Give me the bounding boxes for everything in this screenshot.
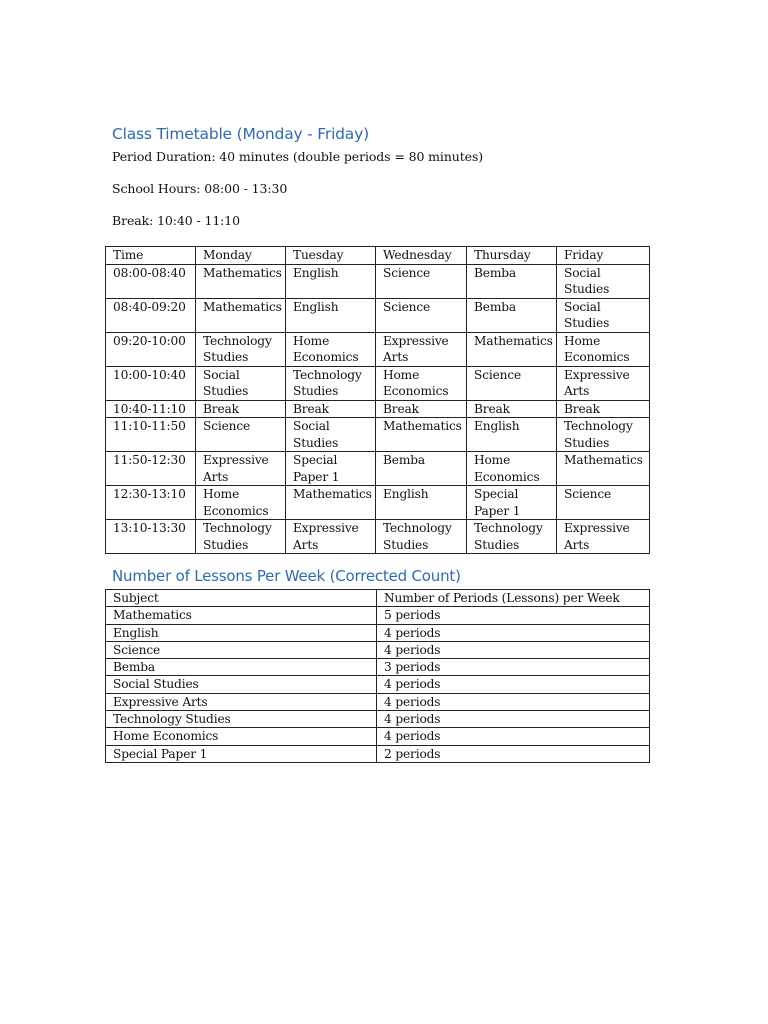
lessons-cell-label: Expressive Arts <box>106 693 377 710</box>
timetable-cell: Science <box>376 264 467 298</box>
column-header: Subject <box>106 590 377 607</box>
timetable-cell: Home Economics <box>376 366 467 400</box>
timetable-cell: Bemba <box>467 298 557 332</box>
lessons-cell: 3 periods <box>377 659 650 676</box>
timetable-cell: Expressive Arts <box>286 520 376 554</box>
timetable-cell: Mathematics <box>286 486 376 520</box>
timetable-cell: Science <box>467 366 557 400</box>
timetable-cell-label: 08:40-09:20 <box>106 298 196 332</box>
timetable-cell-label: 10:40-11:10 <box>106 400 196 418</box>
lessons-row <box>106 641 650 658</box>
timetable-cell: Special Paper 1 <box>467 486 557 520</box>
column-header: Number of Periods (Lessons) per Week <box>377 590 650 607</box>
timetable-cell-label: 11:10-11:50 <box>106 418 196 452</box>
column-header: Friday <box>557 247 650 265</box>
timetable-row <box>106 400 650 418</box>
timetable-cell: Home Economics <box>196 486 286 520</box>
timetable-heading: Class Timetable (Monday - Friday) <box>112 125 369 143</box>
timetable-cell: Science <box>557 486 650 520</box>
timetable-cell-label: 11:50-12:30 <box>106 452 196 486</box>
table-header-row <box>106 590 650 607</box>
lessons-cell-label: Bemba <box>106 659 377 676</box>
timetable-cell: Social Studies <box>557 264 650 298</box>
timetable-cell: Technology Studies <box>376 520 467 554</box>
lessons-table <box>105 589 650 763</box>
timetable-row <box>106 520 650 554</box>
lessons-cell: 4 periods <box>377 676 650 693</box>
timetable-cell: Technology Studies <box>557 418 650 452</box>
lessons-cell-label: Home Economics <box>106 728 377 745</box>
lessons-row <box>106 676 650 693</box>
lessons-cell: 4 periods <box>377 693 650 710</box>
timetable-cell-label: 08:00-08:40 <box>106 264 196 298</box>
timetable-cell: English <box>376 486 467 520</box>
column-header: Time <box>106 247 196 265</box>
timetable-cell: Special Paper 1 <box>286 452 376 486</box>
lessons-cell-label: Special Paper 1 <box>106 745 377 762</box>
lessons-row <box>106 624 650 641</box>
timetable-cell: English <box>467 418 557 452</box>
timetable-cell: Mathematics <box>376 418 467 452</box>
column-header: Thursday <box>467 247 557 265</box>
timetable-cell: Home Economics <box>467 452 557 486</box>
timetable-cell: Expressive Arts <box>557 366 650 400</box>
timetable-cell: Mathematics <box>467 332 557 366</box>
column-header: Wednesday <box>376 247 467 265</box>
lessons-cell: 4 periods <box>377 641 650 658</box>
table-header-row <box>106 247 650 265</box>
timetable-cell: Science <box>196 418 286 452</box>
timetable-cell: Technology Studies <box>196 520 286 554</box>
timetable-cell: Social Studies <box>196 366 286 400</box>
timetable-cell-label: 10:00-10:40 <box>106 366 196 400</box>
timetable-cell: Mathematics <box>196 298 286 332</box>
timetable-cell: Break <box>557 400 650 418</box>
column-header: Monday <box>196 247 286 265</box>
timetable-cell: Bemba <box>376 452 467 486</box>
timetable-cell: Break <box>286 400 376 418</box>
lessons-row <box>106 745 650 762</box>
timetable-cell: Bemba <box>467 264 557 298</box>
lessons-row <box>106 693 650 710</box>
timetable-cell: Break <box>196 400 286 418</box>
lessons-heading: Number of Lessons Per Week (Corrected Count) <box>112 567 461 585</box>
lessons-row <box>106 728 650 745</box>
timetable-cell: Technology Studies <box>196 332 286 366</box>
timetable-cell: Home Economics <box>286 332 376 366</box>
lessons-row <box>106 659 650 676</box>
lessons-cell-label: Mathematics <box>106 607 377 624</box>
timetable-cell: Mathematics <box>196 264 286 298</box>
lessons-cell-label: English <box>106 624 377 641</box>
timetable-cell: English <box>286 264 376 298</box>
lessons-cell: 4 periods <box>377 624 650 641</box>
timetable-cell: Home Economics <box>557 332 650 366</box>
timetable-row <box>106 332 650 366</box>
lessons-cell: 4 periods <box>377 728 650 745</box>
timetable-row <box>106 486 650 520</box>
lessons-row <box>106 711 650 728</box>
timetable-row <box>106 366 650 400</box>
timetable-cell: Break <box>467 400 557 418</box>
period-duration-text: Period Duration: 40 minutes (double periods = 80 minutes) <box>112 149 484 164</box>
timetable-cell: Break <box>376 400 467 418</box>
timetable-cell-label: 12:30-13:10 <box>106 486 196 520</box>
timetable-row <box>106 264 650 298</box>
timetable-cell: Technology Studies <box>467 520 557 554</box>
timetable-cell-label: 09:20-10:00 <box>106 332 196 366</box>
lessons-cell-label: Technology Studies <box>106 711 377 728</box>
timetable-cell: Science <box>376 298 467 332</box>
timetable-cell: Expressive Arts <box>557 520 650 554</box>
timetable-row <box>106 452 650 486</box>
timetable-cell: Mathematics <box>557 452 650 486</box>
timetable-cell: Technology Studies <box>286 366 376 400</box>
lessons-cell: 5 periods <box>377 607 650 624</box>
timetable-cell: Expressive Arts <box>196 452 286 486</box>
timetable-cell: Expressive Arts <box>376 332 467 366</box>
timetable-cell: Social Studies <box>286 418 376 452</box>
lessons-cell-label: Social Studies <box>106 676 377 693</box>
lessons-cell: 4 periods <box>377 711 650 728</box>
timetable-cell: English <box>286 298 376 332</box>
lessons-row <box>106 607 650 624</box>
lessons-cell-label: Science <box>106 641 377 658</box>
column-header: Tuesday <box>286 247 376 265</box>
school-hours-text: School Hours: 08:00 - 13:30 <box>112 181 288 196</box>
timetable-row <box>106 418 650 452</box>
lessons-cell: 2 periods <box>377 745 650 762</box>
break-time-text: Break: 10:40 - 11:10 <box>112 213 240 228</box>
timetable-cell-label: 13:10-13:30 <box>106 520 196 554</box>
timetable-row <box>106 298 650 332</box>
timetable-table <box>105 246 650 554</box>
timetable-cell: Social Studies <box>557 298 650 332</box>
